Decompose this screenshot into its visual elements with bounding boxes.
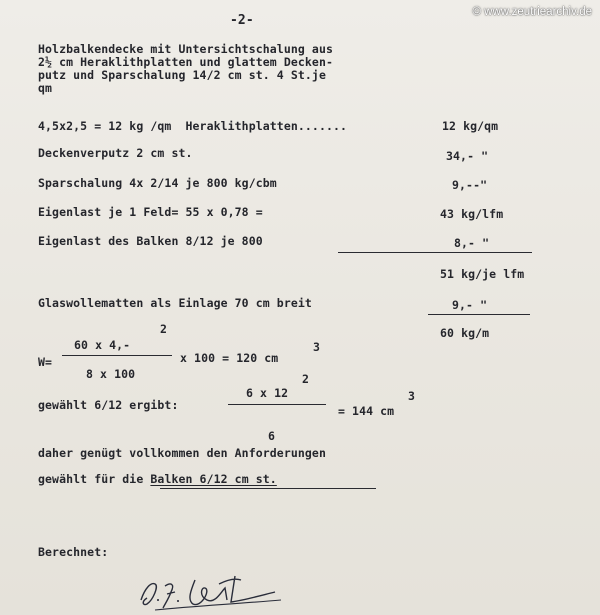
- formula-result: = 144 cm: [338, 404, 395, 418]
- heading-line-3: putz und Sparschalung 14/2 cm st. 4 St.je: [38, 68, 326, 82]
- load-value: 9,--": [452, 178, 488, 192]
- sum-rule: [338, 252, 532, 253]
- formula-lhs: gewählt 6/12 ergibt:: [38, 398, 179, 412]
- formula-denominator: 8 x 100: [86, 367, 136, 381]
- load-label: 4,5x2,5 = 12 kg /qm Heraklithplatten.......: [38, 119, 348, 133]
- underline-rule: [160, 488, 376, 489]
- conclusion-line-2: [38, 472, 277, 486]
- signature-mark: [135, 570, 285, 615]
- heading-line-4: qm: [38, 81, 53, 95]
- load-label: Sparschalung 4x 2/14 je 800 kg/cbm: [38, 176, 277, 190]
- show-through: [330, 92, 600, 105]
- sum-rule: [428, 314, 530, 315]
- load-subtotal: 51 kg/je lfm: [440, 267, 525, 281]
- load-label: Eigenlast je 1 Feld= 55 x 0,78 =: [38, 205, 263, 219]
- fraction-bar: [228, 404, 326, 405]
- formula-lhs: W=: [38, 355, 53, 369]
- heading-line-2: 2½ cm Heraklithplatten und glattem Decken-: [38, 55, 333, 69]
- formula-numerator: 6 x 12: [246, 386, 289, 400]
- conclusion-line-1: daher genügt vollkommen den Anforderungen: [38, 446, 326, 460]
- load-label: Deckenverputz 2 cm st.: [38, 146, 193, 160]
- load-value: 8,- ": [454, 236, 490, 250]
- load-value: 12 kg/qm: [442, 119, 499, 133]
- conclusion-emphasis: Balken 6/12 cm st.: [150, 472, 277, 486]
- formula-exponent: 3: [408, 389, 416, 403]
- load-label: Eigenlast des Balken 8/12 je 800: [38, 234, 263, 248]
- load-value: 34,- ": [446, 149, 489, 163]
- fraction-bar: [62, 355, 172, 356]
- load-value: 43 kg/lfm: [440, 207, 504, 221]
- signed-label: Berechnet:: [38, 545, 109, 559]
- formula-result: x 100 = 120 cm: [180, 351, 279, 365]
- formula-numerator: 60 x 4,-: [74, 338, 131, 352]
- formula-denominator: 6: [268, 429, 276, 443]
- heading-line-1: Holzbalkendecke mit Untersichtschalung aus: [38, 42, 333, 56]
- load-label: Glaswollematten als Einlage 70 cm breit: [38, 296, 312, 310]
- formula-exponent: 2: [302, 372, 310, 386]
- load-value: 9,- ": [452, 298, 488, 312]
- formula-exponent: 3: [313, 340, 321, 354]
- conclusion-prefix: gewählt für die: [38, 472, 151, 486]
- watermark: © www.zeutriearchiv.de: [472, 6, 592, 18]
- formula-exponent: 2: [160, 322, 168, 336]
- page-number: -2-: [230, 13, 254, 28]
- load-total: 60 kg/m: [440, 326, 490, 340]
